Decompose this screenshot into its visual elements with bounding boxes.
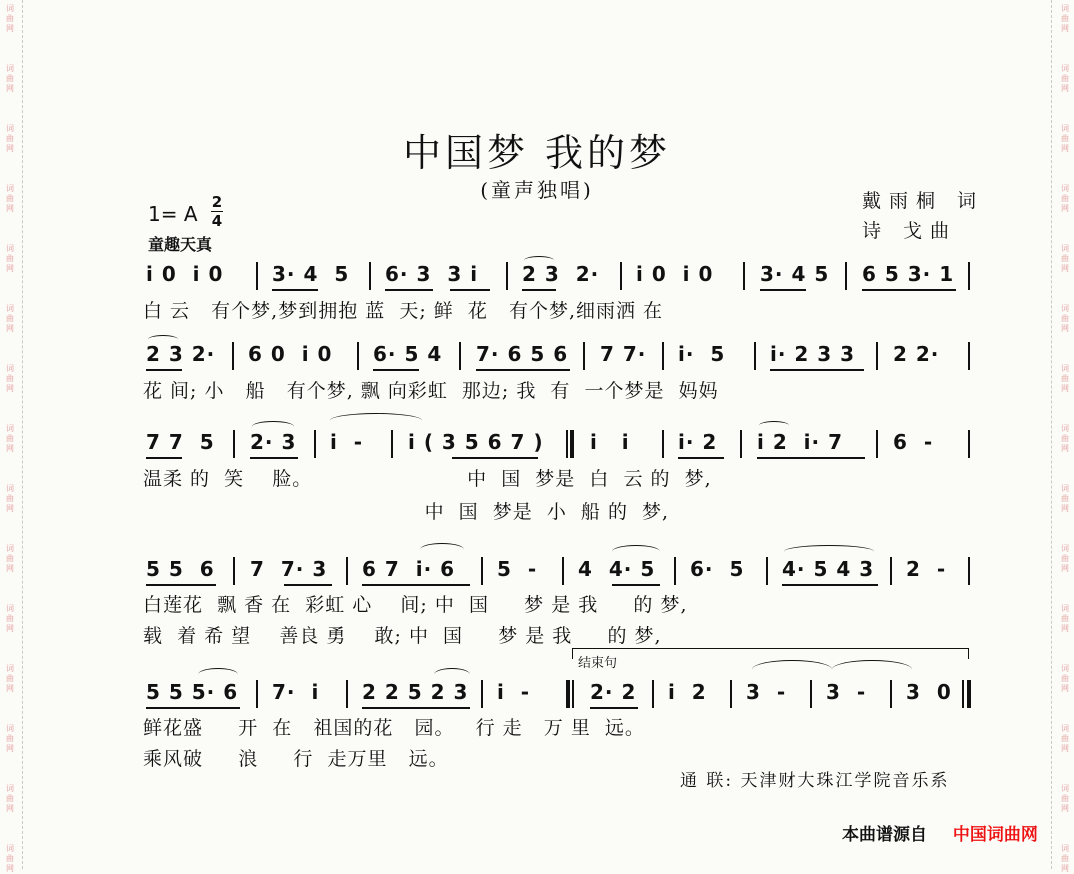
slur: [524, 256, 554, 265]
watermark-text: 词 曲 网: [1061, 364, 1069, 393]
tempo-marking: 童趣天真: [148, 235, 213, 254]
beam: [362, 584, 470, 586]
measure: 6· 5: [690, 557, 745, 581]
measure: 7 7· 3: [250, 557, 328, 581]
watermark-text: 词 曲 网: [6, 424, 14, 453]
watermark-text: 词 曲 网: [1061, 304, 1069, 333]
ending-label: 结束句: [578, 656, 618, 671]
watermark-text: 词 曲 网: [1061, 424, 1069, 453]
slur: [759, 421, 789, 430]
barline: [233, 430, 235, 458]
time-signature: [211, 194, 223, 229]
watermark-text: 词 曲 网: [1061, 544, 1069, 573]
barline: [743, 262, 745, 290]
beam: [452, 457, 538, 459]
measure: 2· 3: [250, 430, 297, 454]
lyrics-line-4a: 白莲花 飘 香 在 彩虹 心 间; 中 国 梦 是 我 的 梦,: [143, 594, 688, 616]
barline: [346, 680, 348, 708]
tie: [832, 660, 912, 679]
beam: [770, 369, 864, 371]
measure: 4· 5 4 3: [782, 557, 875, 581]
measure: i 0 i 0: [636, 262, 714, 286]
measure: i· 5: [678, 342, 726, 366]
barline: [740, 430, 742, 458]
tie: [752, 660, 832, 679]
beam: [146, 584, 216, 586]
beam: [284, 584, 332, 586]
measure: 2 -: [906, 557, 947, 581]
beam: [590, 707, 638, 709]
measure: 2 2·: [893, 342, 940, 366]
barline: [357, 342, 359, 370]
repeat-start-barline: [566, 430, 568, 458]
measure: 3 -: [746, 680, 787, 704]
measure: 6 0 i 0: [248, 342, 333, 366]
measure: 5 5 5· 6: [146, 680, 239, 704]
barline: [369, 262, 371, 290]
barline: [583, 342, 585, 370]
measure: 6· 5 4: [373, 342, 443, 366]
contact-info: 通 联: 天津财大珠江学院音乐系: [680, 771, 950, 791]
watermark-text: 词 曲 网: [1061, 844, 1069, 873]
final-barline-thin: [962, 680, 964, 708]
measure: 3 -: [826, 680, 867, 704]
barline: [968, 557, 970, 585]
watermark-text: 词 曲 网: [6, 364, 14, 393]
watermark-text: 词 曲 网: [1061, 184, 1069, 213]
measure: 2 2 5 2 3: [362, 680, 469, 704]
barline: [890, 680, 892, 708]
final-barline-thick: [967, 680, 971, 708]
lyrics-line-3b: 中 国 梦是 小 船 的 梦,: [143, 501, 670, 523]
measure: 5 -: [497, 557, 538, 581]
source-site-link[interactable]: 中国词曲网: [952, 825, 1038, 845]
measure: 2· 2: [590, 680, 637, 704]
slur: [434, 668, 470, 681]
repeat-end-barline: [572, 680, 574, 708]
barline: [481, 680, 483, 708]
barline: [890, 557, 892, 585]
measure: 4 4· 5: [578, 557, 656, 581]
measure: i i: [590, 430, 630, 454]
barline: [662, 430, 664, 458]
watermark-text: 词 曲 网: [6, 4, 14, 33]
barline: [256, 262, 258, 290]
barline: [845, 262, 847, 290]
barline: [968, 430, 970, 458]
barline: [233, 557, 235, 585]
composer-credit: 诗 戈曲: [862, 220, 958, 242]
measure: 6 -: [893, 430, 934, 454]
barline: [346, 557, 348, 585]
watermark-text: 词 曲 网: [1061, 724, 1069, 753]
barline: [506, 262, 508, 290]
slur: [420, 543, 464, 556]
barline: [459, 342, 461, 370]
time-signature-bottom: 4: [211, 212, 223, 230]
watermark-text: 词 曲 网: [6, 244, 14, 273]
watermark-text: 词 曲 网: [6, 304, 14, 333]
watermark-text: 词 曲 网: [1061, 664, 1069, 693]
watermark-text: 词 曲 网: [6, 724, 14, 753]
watermark-text: 词 曲 网: [1061, 4, 1069, 33]
lyrics-line-5a: 鲜花盛 开 在 祖国的花 园。 行 走 万 里 远。: [143, 717, 645, 739]
measure: 7 7·: [600, 342, 647, 366]
measure: 2 3 2·: [146, 342, 216, 366]
watermark-text: 词 曲 网: [6, 484, 14, 513]
beam: [612, 584, 660, 586]
measure: 3· 4 5: [272, 262, 350, 286]
measure: 3· 4 5: [760, 262, 830, 286]
measure: 6 7 i· 6: [362, 557, 456, 581]
measure: 2 3 2·: [522, 262, 600, 286]
barline: [968, 342, 970, 370]
beam: [272, 289, 318, 291]
barline: [620, 262, 622, 290]
measure: 6 5 3· 1: [862, 262, 955, 286]
watermark-text: 词 曲 网: [6, 604, 14, 633]
slur: [612, 545, 660, 558]
barline: [730, 680, 732, 708]
lyrics-line-3a: 温柔 的 笑 脸。 中 国 梦是 白 云 的 梦,: [143, 468, 712, 490]
watermark-text: 词 曲 网: [6, 544, 14, 573]
watermark-text: 词 曲 网: [6, 64, 14, 93]
watermark-text: 词 曲 网: [1061, 484, 1069, 513]
song-title: 中国梦 我的梦: [402, 131, 672, 175]
source-attribution: [842, 820, 1038, 845]
barline: [968, 262, 970, 290]
measure: i· 2 3 3: [770, 342, 856, 366]
barline: [652, 680, 654, 708]
time-signature-top: 2: [211, 193, 223, 211]
watermark-text: 词 曲 网: [1061, 784, 1069, 813]
watermark-text: 词 曲 网: [6, 184, 14, 213]
slur: [784, 545, 874, 558]
beam: [862, 289, 956, 291]
lyrics-line-1: 白 云 有个梦,梦到拥抱 蓝 天; 鲜 花 有个梦,细雨洒 在: [143, 300, 664, 322]
song-subtitle: (童声独唱): [480, 178, 594, 202]
lyrics-line-2: 花 间; 小 船 有个梦, 飘 向彩虹 那边; 我 有 一个梦是 妈妈: [143, 380, 719, 402]
barline: [314, 430, 316, 458]
beam: [385, 289, 433, 291]
slur: [252, 421, 294, 432]
slur: [148, 335, 178, 344]
barline: [256, 680, 258, 708]
watermark-text: 词 曲 网: [1061, 64, 1069, 93]
lyrics-line-4b: 载 着 希 望 善良 勇 敢; 中 国 梦 是 我 的 梦,: [143, 625, 662, 647]
watermark-text: 词 曲 网: [1061, 244, 1069, 273]
barline: [481, 557, 483, 585]
measure: i -: [497, 680, 531, 704]
barline: [674, 557, 676, 585]
repeat-start-thick: [570, 430, 574, 458]
barline: [876, 430, 878, 458]
watermark-text: 词 曲 网: [6, 664, 14, 693]
beam: [146, 369, 182, 371]
slur: [198, 668, 238, 681]
barline: [232, 342, 234, 370]
barline: [562, 557, 564, 585]
beam: [250, 457, 298, 459]
measure: 6· 3 3 i: [385, 262, 479, 286]
measure: i 0 i 0: [146, 262, 224, 286]
watermark-text: 词 曲 网: [6, 844, 14, 873]
measure: 3 0: [906, 680, 952, 704]
barline: [876, 342, 878, 370]
beam: [476, 369, 570, 371]
barline: [766, 557, 768, 585]
measure: i -: [330, 430, 364, 454]
beam: [362, 707, 470, 709]
measure: 7· i: [272, 680, 320, 704]
measure: 5 5 6: [146, 557, 215, 581]
watermark-text: 词 曲 网: [1061, 604, 1069, 633]
watermark-text: 词 曲 网: [1061, 124, 1069, 153]
slur: [330, 413, 422, 428]
beam: [782, 584, 878, 586]
beam: [678, 457, 724, 459]
ending-bracket: [572, 648, 969, 659]
barline: [754, 342, 756, 370]
measure: i ( 3 5 6 7 ): [408, 430, 544, 454]
beam: [373, 369, 419, 371]
measure: 7· 6 5 6: [476, 342, 569, 366]
repeat-end-thick: [566, 680, 570, 708]
key-signature: 1= A: [148, 202, 198, 226]
measure: 7 7 5: [146, 430, 215, 454]
lyricist-credit: 戴雨桐 词: [862, 190, 985, 212]
watermark-text: 词 曲 网: [6, 124, 14, 153]
barline: [810, 680, 812, 708]
beam: [450, 289, 490, 291]
measure: i· 2: [678, 430, 718, 454]
beam: [146, 457, 182, 459]
beam: [760, 289, 806, 291]
measure: i 2 i· 7: [757, 430, 843, 454]
beam: [522, 289, 556, 291]
watermark-text: 词 曲 网: [6, 784, 14, 813]
beam: [146, 707, 240, 709]
lyrics-line-5b: 乘风破 浪 行 走万里 远。: [143, 748, 449, 770]
barline: [391, 430, 393, 458]
barline: [662, 342, 664, 370]
beam: [757, 457, 865, 459]
measure: i 2: [668, 680, 707, 704]
source-label: 本曲谱源自: [842, 825, 927, 845]
